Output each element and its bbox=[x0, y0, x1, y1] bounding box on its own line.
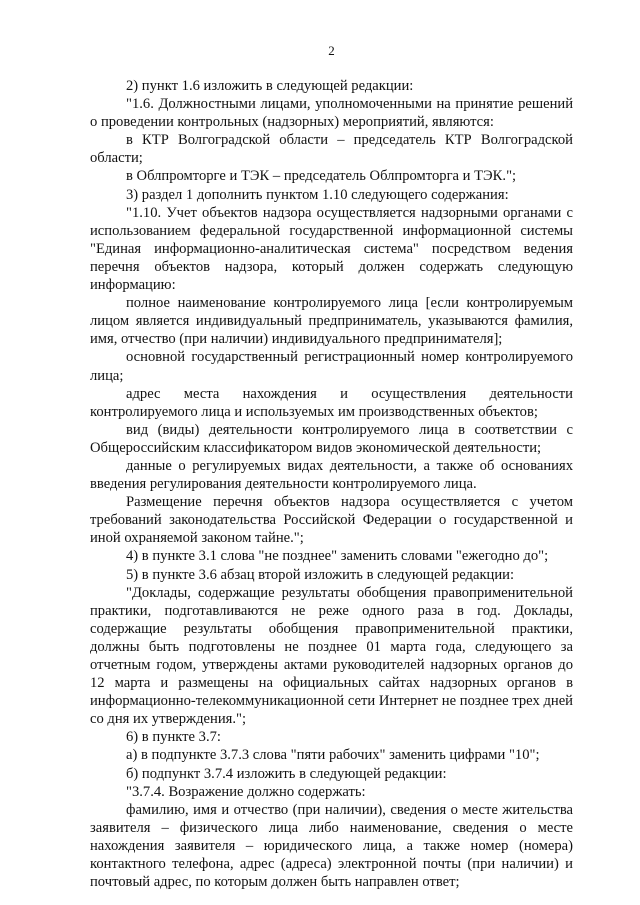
paragraph: адрес места нахождения и осуществления деятельности контролируемого лица и используемых им производственных объектов; bbox=[90, 385, 573, 420]
paragraph: "Доклады, содержащие результаты обобщения правоприменительной практики, подготавливаются не реже одного раза в год. Доклады, содержащие результаты обобщения правоприменительной практики, должны быть подготовлены не позднее 01 марта года, следующего за отчетным годом, утверждены актами руководителей надзорных органов до 12 марта и размещены на официальных сайтах надзорных органов в информационно-телекоммуникационной сети Интернет не позднее трех дней со дня их утверждения."; bbox=[90, 584, 573, 728]
paragraph: б) подпункт 3.7.4 изложить в следующей редакции: bbox=[126, 765, 447, 782]
paragraph: Размещение перечня объектов надзора осуществляется с учетом требований законодательства Российской Федерации о государственной и иной охраняемой законом тайне."; bbox=[90, 494, 573, 547]
document-body bbox=[90, 77, 573, 891]
paragraph: данные о регулируемых видах деятельности, а также об основаниях введения регулирования деятельности контролируемого лица. bbox=[90, 457, 573, 493]
page-number: 2 bbox=[328, 43, 335, 58]
paragraph: вид (виды) деятельности контролируемого лица в соответствии с Общероссийским классификатором видов экономической деятельности; bbox=[90, 421, 573, 456]
paragraph: фамилию, имя и отчество (при наличии), сведения о месте жительства заявителя – физического лица либо наименование, сведения о месте нахождения заявителя – юридического лица, а также номер (номера) контактного телефона, адрес (адреса) электронной почты (при наличии) и почтовый адрес, по которым должен быть направлен ответ; bbox=[90, 801, 573, 891]
paragraph: 5) в пункте 3.6 абзац второй изложить в следующей редакции: bbox=[126, 566, 515, 583]
paragraph: "3.7.4. Возражение должно содержать: bbox=[126, 783, 366, 800]
paragraph: 2) пункт 1.6 изложить в следующей редакции: bbox=[126, 78, 414, 94]
paragraph: в КТР Волгоградской области – председатель КТР Волгоградской области; bbox=[90, 132, 573, 167]
paragraph: 6) в пункте 3.7: bbox=[126, 729, 221, 746]
paragraph: а) в подпункте 3.7.3 слова "пяти рабочих" заменить цифрами "10"; bbox=[126, 747, 540, 764]
paragraph: основной государственный регистрационный номер контролируемого лица; bbox=[90, 349, 573, 384]
paragraph: 4) в пункте 3.1 слова "не позднее" заменить словами "ежегодно до"; bbox=[126, 548, 549, 565]
paragraph: "1.10. Учет объектов надзора осуществляется надзорными органами с использованием федеральной государственной информационной системы "Единая информационно-аналитическая система" посредством ведения перечня объектов надзора, который должен содержать следующую информацию: bbox=[90, 204, 573, 294]
paragraph: полное наименование контролируемого лица [если контролируемым лицом является индивидуальный предприниматель, указываются фамилия, имя, отчество (при наличии) индивидуального предпринимателя]; bbox=[90, 295, 573, 348]
paragraph: "1.6. Должностными лицами, уполномоченными на принятие решений о проведении контрольных (надзорных) мероприятий, являются: bbox=[90, 96, 573, 131]
paragraph: 3) раздел 1 дополнить пунктом 1.10 следующего содержания: bbox=[126, 186, 509, 203]
paragraph: в Облпромторге и ТЭК – председатель Облпромторга и ТЭК."; bbox=[126, 168, 517, 185]
